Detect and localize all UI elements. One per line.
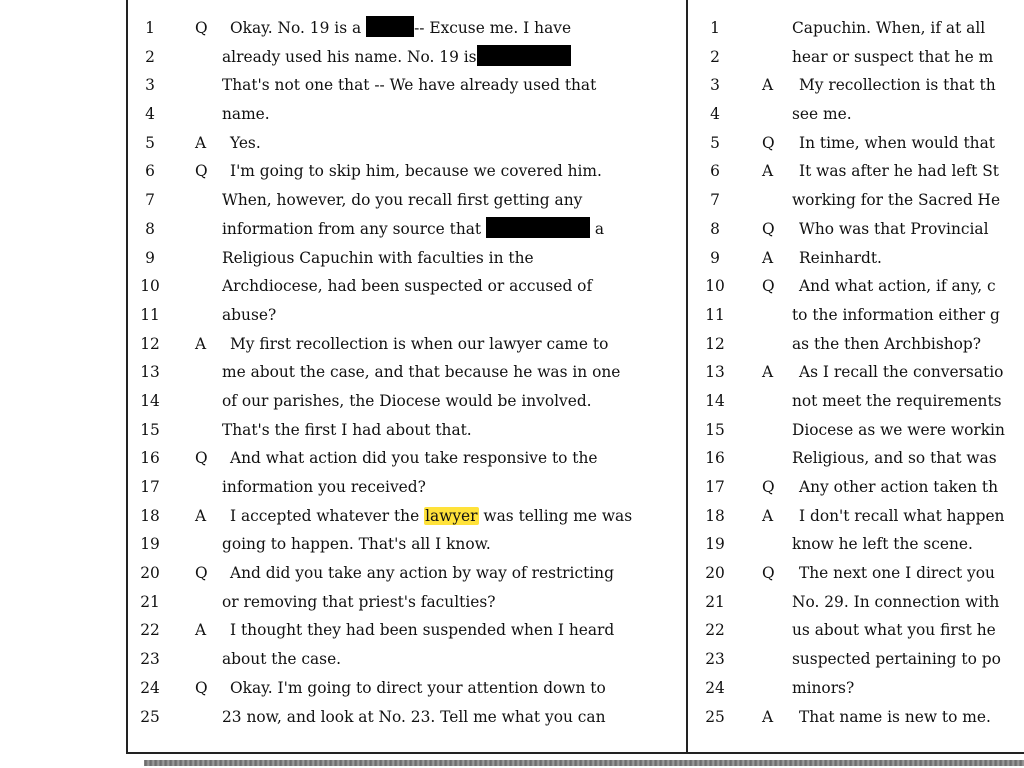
transcript-line <box>688 444 1024 473</box>
transcript-line <box>688 272 1024 301</box>
line-text <box>799 244 882 273</box>
transcript-line <box>688 244 1024 273</box>
text-segment: hear or suspect that he m <box>792 47 994 66</box>
line-number: 7 <box>710 191 720 210</box>
text-segment: or removing that priest's faculties? <box>222 592 496 611</box>
line-number: 6 <box>710 162 720 181</box>
text-segment: No. 29. In connection with <box>792 592 1000 611</box>
line-text <box>799 71 996 100</box>
transcript-line <box>688 588 1024 617</box>
redaction-block <box>477 45 571 66</box>
text-segment: working for the Sacred He <box>792 191 1001 210</box>
text-segment: Reinhardt. <box>799 248 882 267</box>
transcript-line <box>128 416 686 445</box>
line-number: 18 <box>140 506 160 525</box>
line-number: 1 <box>145 19 155 37</box>
text-segment: going to happen. That's all I know. <box>222 535 491 554</box>
line-number: 23 <box>705 650 725 669</box>
speaker-label: A <box>762 248 774 267</box>
line-number: 11 <box>705 305 725 324</box>
line-number: 20 <box>140 564 160 583</box>
text-segment: My first recollection is when our lawyer came to <box>230 334 609 353</box>
text-segment: us about what you first he <box>792 621 996 640</box>
text-segment: was telling me was <box>478 506 633 525</box>
line-text <box>792 645 1001 674</box>
speaker-label: Q <box>195 678 208 697</box>
search-highlight[interactable]: lawyer <box>425 506 478 525</box>
redaction-block <box>486 217 590 238</box>
line-number: 14 <box>140 391 160 410</box>
transcript-line <box>128 358 686 387</box>
text-segment: That name is new to me. <box>799 707 991 726</box>
transcript-line <box>688 416 1024 445</box>
line-text <box>792 387 1002 416</box>
line-number: 9 <box>145 248 155 267</box>
line-text <box>792 616 996 645</box>
line-number: 23 <box>140 650 160 669</box>
line-number: 12 <box>705 334 725 353</box>
text-segment: I don't recall what happen <box>799 506 1005 525</box>
line-text <box>230 444 598 473</box>
transcript-line <box>688 14 1024 43</box>
line-text <box>799 272 996 301</box>
text-segment: as the then Archbishop? <box>792 334 982 353</box>
speaker-label: Q <box>762 277 775 296</box>
line-number: 8 <box>145 219 155 238</box>
line-number: 14 <box>705 391 725 410</box>
speaker-label: A <box>195 133 207 152</box>
text-segment: I'm going to skip him, because we covered him. <box>230 162 602 181</box>
line-text <box>799 559 995 588</box>
transcript-line <box>128 215 686 244</box>
line-number: 15 <box>705 420 725 439</box>
transcript-line <box>128 272 686 301</box>
line-text <box>222 186 582 215</box>
line-text <box>799 215 989 244</box>
transcript-line <box>128 530 686 559</box>
text-segment: information from any source that <box>222 219 486 238</box>
transcript-line <box>688 301 1024 330</box>
line-number: 18 <box>705 506 725 525</box>
transcript-line <box>688 674 1024 703</box>
speaker-label: A <box>762 506 774 525</box>
speaker-label: Q <box>762 478 775 496</box>
line-number: 11 <box>140 305 160 324</box>
line-number: 19 <box>140 535 160 554</box>
transcript-line <box>688 71 1024 100</box>
text-segment: a <box>590 219 605 238</box>
line-text <box>792 301 1000 330</box>
transcript-line <box>688 387 1024 416</box>
line-text <box>222 358 620 387</box>
transcript-line <box>688 330 1024 359</box>
line-text <box>222 416 472 445</box>
text-segment: That's the first I had about that. <box>222 420 472 439</box>
line-text <box>222 645 341 674</box>
transcript-line <box>688 616 1024 645</box>
line-number: 24 <box>705 678 725 697</box>
text-segment: about the case. <box>222 650 342 669</box>
line-text <box>222 588 496 617</box>
line-number: 22 <box>705 621 725 640</box>
line-text <box>222 100 270 129</box>
text-segment: It was after he had left St <box>799 162 999 181</box>
text-segment: information you received? <box>222 478 426 496</box>
line-number: 3 <box>145 76 155 95</box>
text-segment: to the information either g <box>792 305 1000 324</box>
line-text <box>799 502 1004 531</box>
line-number: 2 <box>145 47 155 66</box>
transcript-line <box>128 502 686 531</box>
line-number: 20 <box>705 564 725 583</box>
scan-artifact-strip <box>144 760 1024 766</box>
text-segment: know he left the scene. <box>792 535 973 554</box>
line-number: 17 <box>140 478 160 496</box>
line-number: 8 <box>710 219 720 238</box>
speaker-label: A <box>762 76 774 95</box>
line-text <box>222 301 276 330</box>
speaker-label: Q <box>762 133 775 152</box>
line-number: 17 <box>705 478 725 496</box>
transcript-line <box>128 43 686 72</box>
line-number: 4 <box>145 105 155 124</box>
line-text <box>222 530 491 559</box>
text-segment: In time, when would that <box>799 133 995 152</box>
line-number: 3 <box>710 76 720 95</box>
line-text <box>799 473 998 502</box>
transcript-line <box>688 129 1024 158</box>
transcript-line <box>688 502 1024 531</box>
line-number: 5 <box>710 133 720 152</box>
line-number: 16 <box>140 449 160 468</box>
text-segment: minors? <box>792 678 855 697</box>
transcript-line <box>128 71 686 100</box>
transcript-line <box>688 100 1024 129</box>
line-number: 13 <box>705 363 725 382</box>
speaker-label: A <box>195 506 207 525</box>
line-text <box>230 674 606 703</box>
text-segment: of our parishes, the Diocese would be involved. <box>222 391 592 410</box>
transcript-line <box>128 100 686 129</box>
text-segment: Capuchin. When, if at all <box>792 19 986 37</box>
text-segment: As I recall the conversatio <box>799 363 1004 382</box>
text-segment: Religious Capuchin with faculties in the <box>222 248 534 267</box>
text-segment: me about the case, and that because he was in one <box>222 363 621 382</box>
transcript-line <box>128 703 686 732</box>
text-segment: Any other action taken th <box>799 478 999 496</box>
text-segment: I accepted whatever the <box>230 506 425 525</box>
text-segment: Archdiocese, had been suspected or accused of <box>222 277 593 296</box>
line-number: 21 <box>140 592 160 611</box>
line-text <box>222 43 571 72</box>
line-number: 19 <box>705 535 725 554</box>
text-segment: My recollection is that th <box>799 76 996 95</box>
line-text <box>792 186 1000 215</box>
transcript-line <box>688 645 1024 674</box>
line-text <box>792 674 854 703</box>
text-segment: suspected pertaining to po <box>792 650 1001 669</box>
line-text <box>222 244 534 273</box>
line-text <box>799 157 999 186</box>
line-number: 10 <box>140 277 160 296</box>
transcript-line <box>128 129 686 158</box>
line-number: 15 <box>140 420 160 439</box>
text-segment: -- Excuse me. I have <box>414 19 572 37</box>
transcript-line <box>688 703 1024 732</box>
line-text <box>230 330 608 359</box>
speaker-label: A <box>762 162 774 181</box>
line-text <box>230 616 614 645</box>
line-text <box>222 272 592 301</box>
line-number: 21 <box>705 592 725 611</box>
transcript-line <box>688 530 1024 559</box>
line-text <box>230 502 632 531</box>
text-segment: I thought they had been suspended when I heard <box>230 621 615 640</box>
text-segment: see me. <box>792 105 852 124</box>
line-text <box>799 358 1003 387</box>
text-segment: And did you take any action by way of restricting <box>230 564 614 583</box>
line-number: 12 <box>140 334 160 353</box>
transcript-line <box>688 43 1024 72</box>
transcript-line <box>128 473 686 502</box>
line-text <box>230 14 571 43</box>
line-text <box>792 588 999 617</box>
line-number: 6 <box>145 162 155 181</box>
speaker-label: Q <box>762 219 775 238</box>
speaker-label: Q <box>762 564 775 583</box>
speaker-label: Q <box>195 564 208 583</box>
text-segment: Who was that Provincial <box>799 219 989 238</box>
speaker-label: A <box>762 707 774 726</box>
text-segment: The next one I direct you <box>799 564 995 583</box>
transcript-line <box>128 387 686 416</box>
speaker-label: A <box>762 363 774 382</box>
line-text <box>792 14 985 43</box>
transcript-line <box>128 559 686 588</box>
text-segment: And what action did you take responsive to the <box>230 449 598 468</box>
line-text <box>222 473 426 502</box>
transcript-line <box>128 616 686 645</box>
line-number: 13 <box>140 363 160 382</box>
line-text <box>792 43 993 72</box>
line-text <box>222 71 596 100</box>
text-segment: And what action, if any, c <box>799 277 996 296</box>
line-number: 25 <box>705 707 725 726</box>
transcript-line <box>128 674 686 703</box>
text-segment: already used his name. No. 19 is <box>222 47 477 66</box>
speaker-label: A <box>195 621 207 640</box>
speaker-label: A <box>195 334 207 353</box>
text-segment: That's not one that -- We have already used that <box>222 76 597 95</box>
transcript-line <box>688 559 1024 588</box>
line-text <box>222 215 604 244</box>
transcript-line <box>128 157 686 186</box>
transcript-line <box>688 186 1024 215</box>
text-segment: Religious, and so that was <box>792 449 997 468</box>
transcript-line <box>688 358 1024 387</box>
speaker-label: Q <box>195 449 208 468</box>
line-number: 10 <box>705 277 725 296</box>
line-text <box>792 416 1005 445</box>
line-number: 16 <box>705 449 725 468</box>
left-transcript-page <box>128 14 686 731</box>
text-segment: Diocese as we were workin <box>792 420 1005 439</box>
transcript-line <box>128 244 686 273</box>
line-text <box>222 703 605 732</box>
text-segment: When, however, do you recall first getting any <box>222 191 583 210</box>
transcript-line <box>688 215 1024 244</box>
transcript-line <box>688 473 1024 502</box>
redaction-block <box>366 16 414 37</box>
text-segment: name. <box>222 105 270 124</box>
transcript-line <box>128 301 686 330</box>
transcript-line <box>128 588 686 617</box>
line-number: 9 <box>710 248 720 267</box>
line-number: 1 <box>710 19 720 37</box>
text-segment: abuse? <box>222 305 277 324</box>
text-segment: not meet the requirements <box>792 391 1002 410</box>
line-text <box>792 100 852 129</box>
line-text <box>230 157 602 186</box>
line-text <box>792 330 981 359</box>
line-number: 25 <box>140 707 160 726</box>
text-segment: Yes. <box>230 133 261 152</box>
line-number: 4 <box>710 105 720 124</box>
line-number: 24 <box>140 678 160 697</box>
line-text <box>792 530 973 559</box>
line-number: 5 <box>145 133 155 152</box>
line-text <box>792 444 997 473</box>
transcript-line <box>128 645 686 674</box>
line-number: 7 <box>145 191 155 210</box>
line-text <box>230 559 614 588</box>
right-transcript-page <box>688 14 1024 754</box>
transcript-line <box>128 444 686 473</box>
speaker-label: Q <box>195 162 208 181</box>
line-number: 2 <box>710 47 720 66</box>
text-segment: Okay. I'm going to direct your attention down to <box>230 678 606 697</box>
line-text <box>799 129 995 158</box>
transcript-line <box>688 157 1024 186</box>
text-segment: 23 now, and look at No. 23. Tell me what you can <box>222 707 606 726</box>
speaker-label: Q <box>195 19 208 37</box>
line-text <box>222 387 592 416</box>
transcript-line <box>128 14 686 43</box>
text-segment: Okay. No. 19 is a <box>230 19 367 37</box>
line-text <box>230 129 261 158</box>
line-number: 22 <box>140 621 160 640</box>
transcript-line <box>128 330 686 359</box>
transcript-line <box>128 186 686 215</box>
line-text <box>799 703 991 732</box>
